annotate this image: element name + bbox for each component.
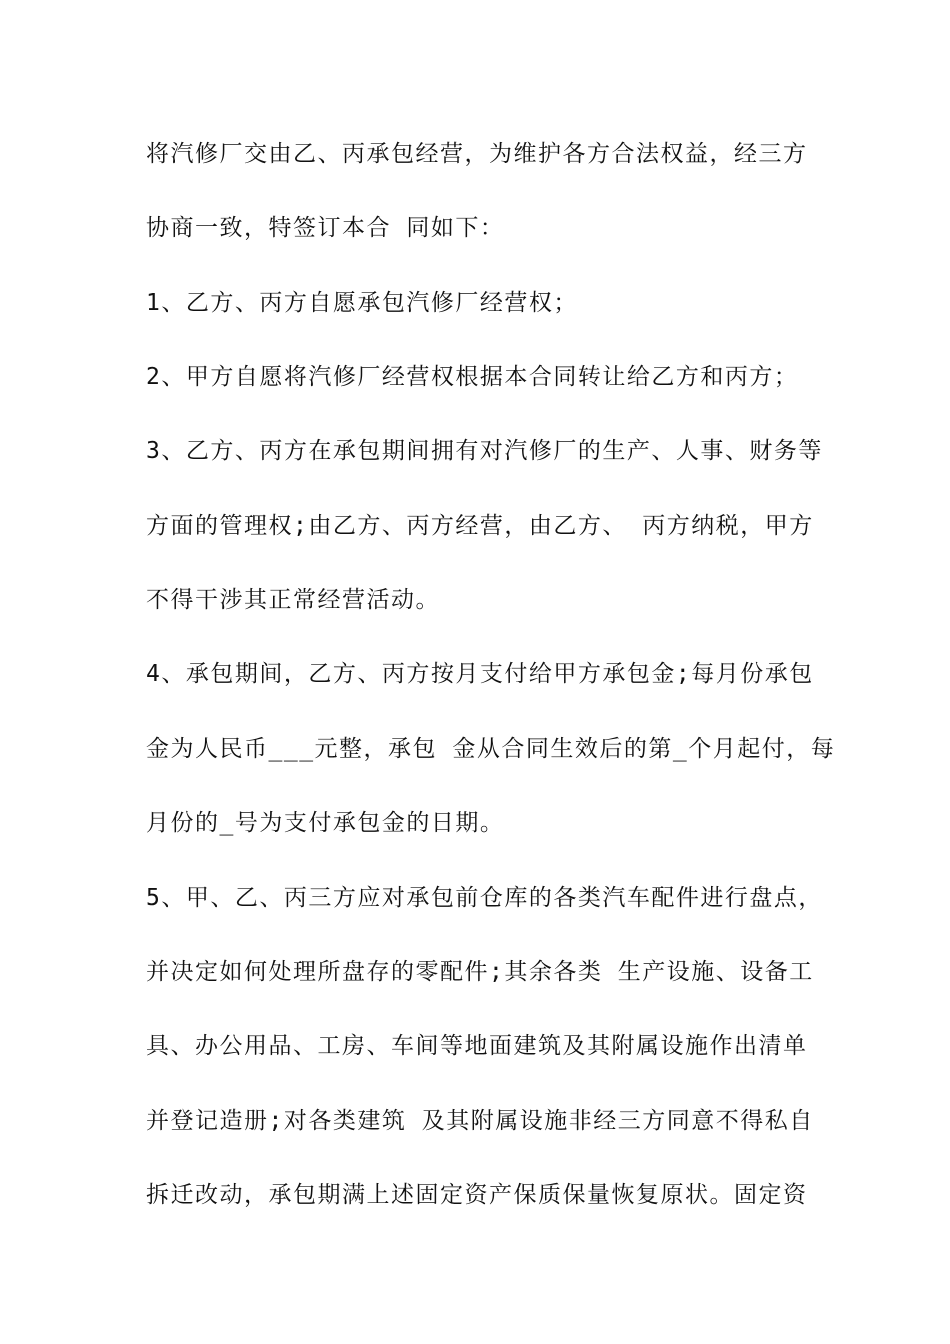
clause-4-line-2: 金为人民币___元整，承包 金从合同生效后的第_个月起付，每 <box>146 736 836 762</box>
clause-5-line-2: 并决定如何处理所盘存的零配件;其余各类 生产设施、设备工 <box>146 959 814 985</box>
clause-5-line-4: 并登记造册;对各类建筑 及其附属设施非经三方同意不得私自 <box>146 1108 814 1134</box>
clause-3-line-2: 方面的管理权;由乙方、丙方经营，由乙方、 丙方纳税，甲方 <box>146 513 814 539</box>
clause-5-line-1: 5、甲、乙、丙三方应对承包前仓库的各类汽车配件进行盘点， <box>146 885 823 911</box>
clause-1-line: 1、乙方、丙方自愿承包汽修厂经营权； <box>146 290 578 316</box>
clause-4-line-1: 4、承包期间，乙方、丙方按月支付给甲方承包金;每月份承包 <box>146 661 814 687</box>
text-line-2: 协商一致，特签订本合 同如下： <box>146 215 505 241</box>
clause-3-line-1: 3、乙方、丙方在承包期间拥有对汽修厂的生产、人事、财务等 <box>146 438 823 464</box>
text-line-1: 将汽修厂交由乙、丙承包经营，为维护各方合法权益，经三方 <box>146 141 808 167</box>
clause-3-line-3: 不得干涉其正常经营活动。 <box>146 587 440 613</box>
clause-2-line: 2、甲方自愿将汽修厂经营权根据本合同转让给乙方和丙方； <box>146 364 799 390</box>
clause-5-line-5: 拆迁改动，承包期满上述固定资产保质保量恢复原状。固定资 <box>146 1182 808 1208</box>
clause-4-line-3: 月份的_号为支付承包金的日期。 <box>146 810 505 836</box>
clause-5-line-3: 具、办公用品、工房、车间等地面建筑及其附属设施作出清单 <box>146 1033 808 1059</box>
